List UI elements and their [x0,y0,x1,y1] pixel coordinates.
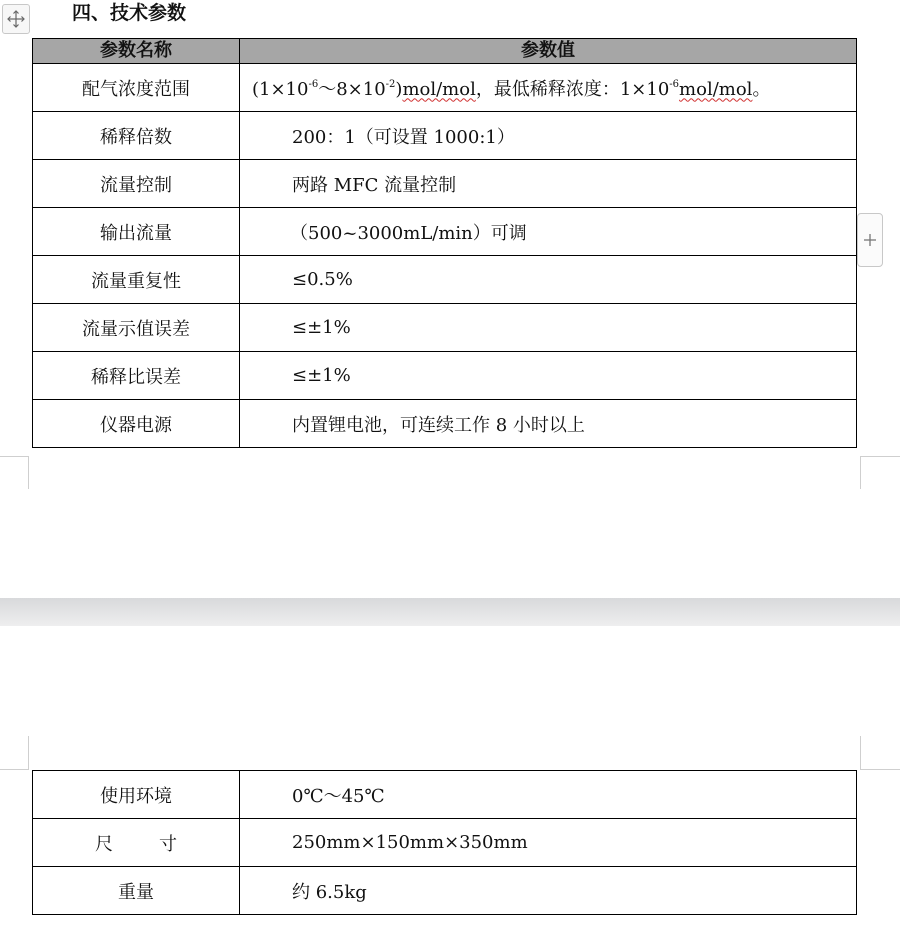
table-row [33,64,857,112]
param-value-cell[interactable]: 250mm×150mm×350mm [240,819,857,867]
param-name-cell[interactable]: 仪器电源 [33,400,240,448]
add-row-button[interactable] [857,213,883,267]
header-param-name: 参数名称 [33,39,240,64]
range-end: 。 [752,78,771,100]
param-name-cell[interactable]: 配气浓度范围 [33,64,240,112]
section-title: 四、技术参数 [72,2,187,24]
param-value-cell[interactable]: ≤0.5% [240,256,857,304]
param-value-cell[interactable]: ≤±1% [240,352,857,400]
header-param-value: 参数值 [240,39,857,64]
param-value-cell[interactable]: 约 6.5kg [240,867,857,915]
unit-spellcheck-1: mol/mol [402,78,476,100]
param-name-cell[interactable]: 使用环境 [33,771,240,819]
param-value-cell[interactable] [240,64,857,112]
param-value-cell[interactable]: 200：1（可设置 1000:1） [240,112,857,160]
unit-spellcheck-2: mol/mol [679,78,753,100]
param-name-cell[interactable]: 稀释比误差 [33,352,240,400]
range-exp-3: -6 [669,78,680,90]
size-label-part1: 尺 [95,833,113,855]
param-name-cell[interactable]: 流量控制 [33,160,240,208]
param-name-cell[interactable]: 流量重复性 [33,256,240,304]
param-value-cell[interactable]: 内置锂电池，可连续工作 8 小时以上 [240,400,857,448]
table-row [33,819,857,867]
param-value-cell[interactable]: ≤±1% [240,304,857,352]
range-close: ) [395,78,403,100]
table-row [33,867,857,915]
table-row [33,112,857,160]
table-move-handle[interactable] [2,4,30,34]
page-corner-mark [0,456,29,489]
table-row [33,256,857,304]
table-row [33,160,857,208]
page-break-gap [0,598,900,626]
size-label-part2: 寸 [159,833,177,855]
param-name-cell[interactable] [33,819,240,867]
param-value-cell[interactable]: （500~3000mL/min）可调 [240,208,857,256]
table-header-row [33,39,857,64]
lowest-prefix: ，最低稀释浓度：1×10 [475,78,670,100]
parameters-table [32,38,857,448]
plus-icon [863,233,877,247]
param-name-cell[interactable]: 重量 [33,867,240,915]
param-value-cell[interactable]: 两路 MFC 流量控制 [240,160,857,208]
range-exp-1: -6 [308,78,319,90]
param-name-cell[interactable]: 输出流量 [33,208,240,256]
table-row [33,771,857,819]
table-row [33,400,857,448]
table-row [33,304,857,352]
page-corner-mark [860,736,900,770]
page-corner-mark [0,736,29,770]
move-arrows-icon [6,9,26,29]
table-row [33,208,857,256]
range-open: (1×10 [252,78,309,100]
param-name-cell[interactable]: 稀释倍数 [33,112,240,160]
range-exp-2: -2 [385,78,396,90]
param-value-cell[interactable]: 0℃～45℃ [240,771,857,819]
table-row [33,352,857,400]
range-mid: ～8×10 [318,78,386,100]
parameters-table-continued [32,770,857,915]
page-corner-mark [860,456,900,489]
param-name-cell[interactable]: 流量示值误差 [33,304,240,352]
